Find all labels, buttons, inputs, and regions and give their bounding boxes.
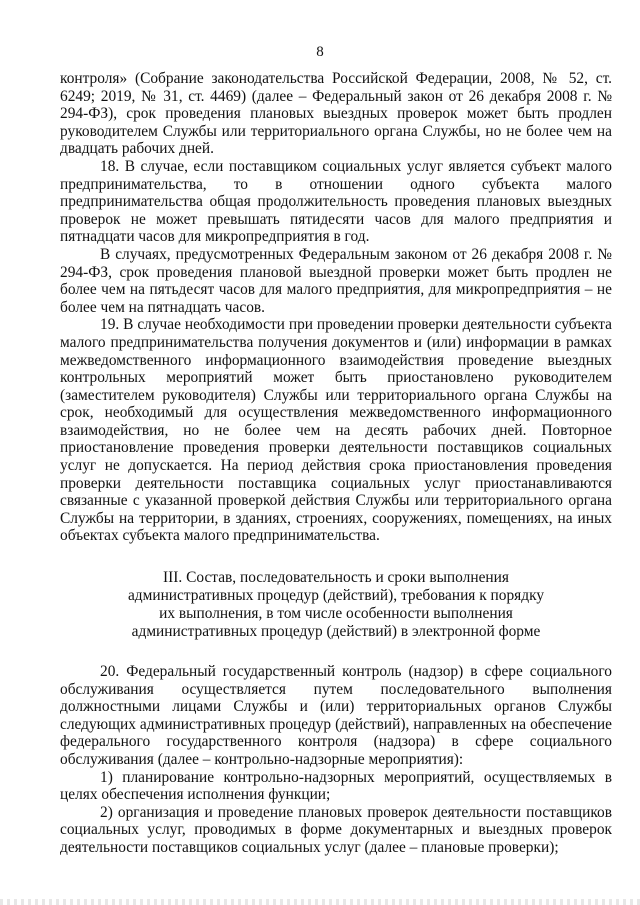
paragraph-17-continuation: контроля» (Собрание законодательства Российской Федерации, 2008, № 52, ст. 6249; 2019, № 31, ст. 4469) (далее – Федеральный закон от 26 декабря 2008 г. № 294-ФЗ), срок проведения плановых выездных проверок может быть продлен руководителем Службы или территориального органа Службы, но не более чем на двадцать рабочих дней.: [60, 70, 612, 158]
section-heading-line: административных процедур (действий), требования к порядку: [127, 587, 545, 605]
paragraph-20: 20. Федеральный государственный контроль (надзор) в сфере социального обслуживания осуществляется путем последовательного выполнения должностными лицами Службы и (или) территориальных органов Службы следующих административных процедур (действий), направленных на обеспечение федерального государственного контроля (надзора) в сфере социального обслуживания (далее – контрольно-надзорные мероприятия):: [60, 663, 612, 768]
scan-bottom-edge: [0, 899, 640, 905]
paragraph-18-extension: В случаях, предусмотренных Федеральным законом от 26 декабря 2008 г. № 294-ФЗ, срок проведения плановой выездной проверки может быть продлен не более чем на пятьдесят часов для малого предприятия, для микропредприятия – не более чем на пятнадцать часов.: [60, 245, 612, 316]
section-heading-line: III. Состав, последовательность и сроки выполнения: [163, 569, 509, 587]
paragraph-19: 19. В случае необходимости при проведении проверки деятельности субъекта малого предпринимательства получения документов и (или) информации в рамках межведомственного информационного взаимодействия проведение выездных контрольных мероприятий может быть приостановлено руководителем (заместителем руководителя) Службы или территориального органа Службы на срок, необходимый для осуществления межведомственного информационного взаимодействия, но не более чем на десять рабочих дней. Повторное приостановление проведения проверки деятельности поставщиков социальных услуг не допускается. На период действия срока приостановления проведения проверки деятельности поставщика социальных услуг приостанавливаются связанные с указанной проверкой действия Службы или территориального органа Службы на территории, в зданиях, строениях, сооружениях, помещениях, на иных объектах субъекта малого предпринимательства.: [60, 316, 612, 545]
document-body: [60, 70, 612, 857]
paragraph-18: 18. В случае, если поставщиком социальных услуг является субъект малого предпринимательства, то в отношении одного субъекта малого предпринимательства общая продолжительность проведения плановых выездных проверок не может превышать пятидесяти часов для малого предприятия и пятнадцати часов для микропредприятия в год.: [60, 157, 612, 246]
section-heading-line: административных процедур (действий) в электронной форме: [131, 623, 541, 641]
section-heading-line: их выполнения, в том числе особенности выполнения: [159, 605, 513, 623]
section-heading: [60, 569, 612, 641]
page-number: 8: [316, 44, 324, 60]
list-item-1: 1) планирование контрольно-надзорных мероприятий, осуществляемых в целях обеспечения исполнения функции;: [60, 768, 612, 804]
list-item-2: 2) организация и проведение плановых проверок деятельности поставщиков социальных услуг, проводимых в форме документарных и выездных проверок деятельности поставщиков социальных услуг (далее – плановые проверки);: [60, 803, 612, 856]
